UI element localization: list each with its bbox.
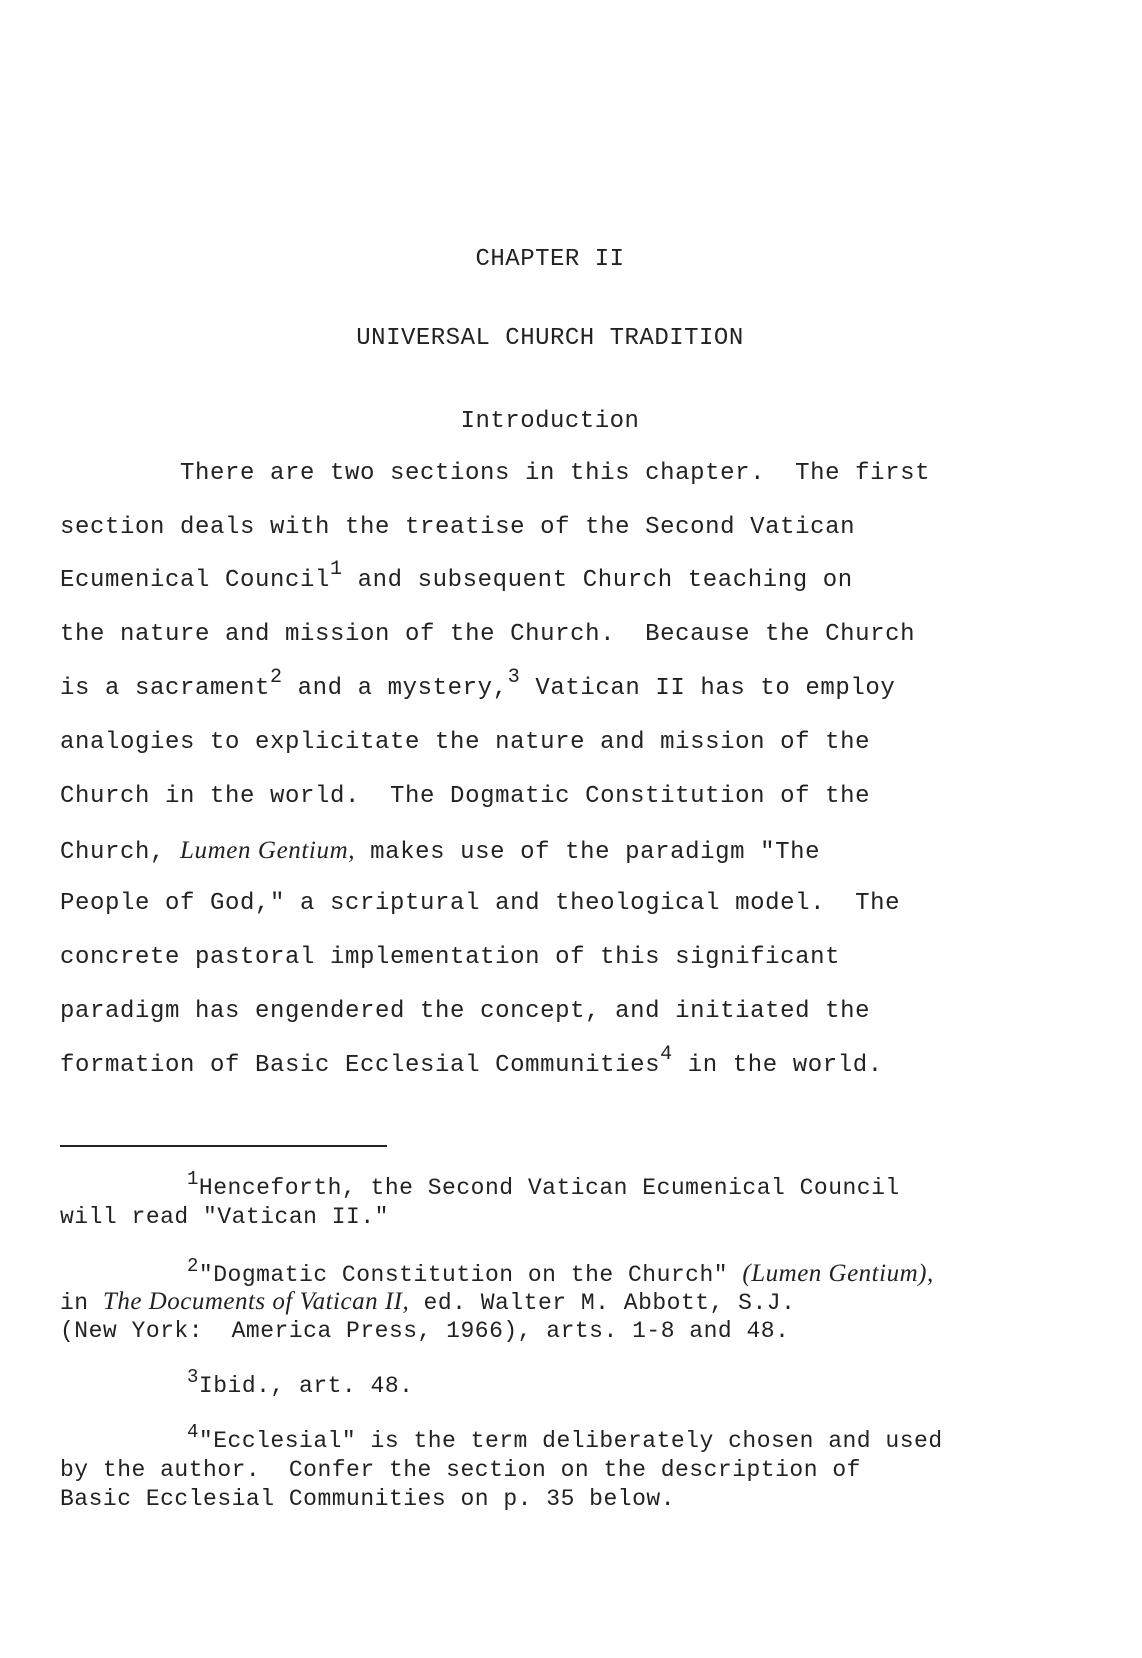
body-text: Church, — [60, 839, 181, 866]
footnote-3-line-1 — [187, 1366, 414, 1401]
footnote-ref-3: 3 — [507, 666, 521, 689]
body-line-3 — [60, 558, 853, 594]
body-text: formation of Basic Ecclesial Communities — [60, 1052, 661, 1079]
footnote-divider — [60, 1145, 387, 1147]
body-line-4: the nature and mission of the Church. Because the Church — [60, 621, 916, 648]
chapter-title: UNIVERSAL CHURCH TRADITION — [356, 325, 744, 352]
body-line-5 — [60, 666, 896, 702]
body-text: and a mystery, — [282, 675, 508, 702]
footnote-2-line-3: (New York: America Press, 1966), arts. 1-8 and 48. — [60, 1318, 790, 1344]
footnote-text: Ibid., art. 48. — [198, 1373, 414, 1399]
footnote-text: "Ecclesial" is the term deliberately chosen and used — [198, 1428, 943, 1454]
footnote-ref-2: 2 — [270, 666, 283, 689]
body-line-9: People of God," a scriptural and theological model. The — [60, 890, 901, 917]
body-line-12 — [60, 1043, 883, 1079]
body-text: in the world. — [672, 1052, 883, 1079]
italic-title: (Lumen Gentium), — [742, 1260, 934, 1287]
footnote-number: 2 — [187, 1255, 199, 1277]
body-text: makes use of the paradigm "The — [355, 839, 821, 866]
italic-title: The Documents of Vatican II, — [102, 1288, 410, 1315]
footnote-4-line-2: by the author. Confer the section on the description of — [60, 1457, 861, 1483]
footnote-1-line-1 — [187, 1168, 900, 1203]
body-text: Ecumenical Council — [60, 567, 331, 594]
footnote-text: "Dogmatic Constitution on the Church" — [198, 1262, 743, 1288]
body-line-8 — [60, 837, 820, 866]
footnote-4-line-1 — [187, 1421, 943, 1456]
body-text: is a sacrament — [60, 675, 271, 702]
body-line-1: There are two sections in this chapter. The first — [180, 460, 931, 487]
footnote-2-line-1 — [187, 1255, 934, 1290]
footnote-number: 4 — [187, 1421, 199, 1443]
body-text: and subsequent Church teaching on — [342, 567, 853, 594]
footnote-text: in — [60, 1290, 103, 1316]
footnote-ref-4: 4 — [660, 1043, 673, 1066]
body-text: Vatican II has to employ — [520, 675, 896, 702]
body-line-6: analogies to explicitate the nature and mission of the — [60, 729, 871, 756]
footnote-ref-1: 1 — [330, 558, 343, 581]
chapter-number: CHAPTER II — [475, 246, 625, 273]
footnote-4-line-3: Basic Ecclesial Communities on p. 35 below. — [60, 1486, 675, 1512]
footnote-2-line-2 — [60, 1288, 795, 1317]
footnote-1-line-2: will read "Vatican II." — [60, 1204, 389, 1230]
footnote-number: 3 — [187, 1366, 199, 1388]
section-heading: Introduction — [460, 408, 640, 435]
footnote-number: 1 — [187, 1168, 199, 1190]
body-line-7: Church in the world. The Dogmatic Constitution of the — [60, 783, 871, 810]
footnote-text: ed. Walter M. Abbott, S.J. — [409, 1290, 796, 1316]
italic-title: Lumen Gentium, — [180, 837, 356, 864]
footnote-text: Henceforth, the Second Vatican Ecumenical Council — [198, 1175, 900, 1201]
body-line-2: section deals with the treatise of the Second Vatican — [60, 514, 856, 541]
body-line-11: paradigm has engendered the concept, and initiated the — [60, 998, 871, 1025]
body-line-10: concrete pastoral implementation of this significant — [60, 944, 841, 971]
